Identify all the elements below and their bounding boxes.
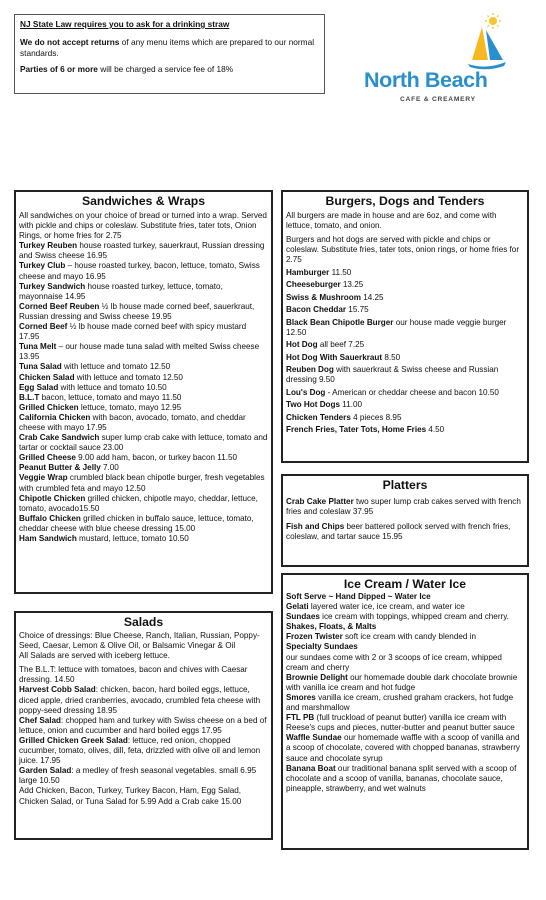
logo-name: North Beach xyxy=(364,68,488,92)
menu-item-name: Buffalo Chicken xyxy=(19,513,81,523)
menu-item-desc: with bacon, avocado, tomato, and cheddar cheese with mayo 17.95 xyxy=(19,412,246,432)
menu-item xyxy=(19,373,268,383)
notice-box xyxy=(14,14,325,94)
menu-item xyxy=(19,665,268,685)
menu-item-name: Garden Salad xyxy=(19,766,72,776)
menu-item xyxy=(19,716,268,736)
menu-item-name: Crab Cake Sandwich xyxy=(19,433,100,443)
menu-item xyxy=(286,305,524,315)
platters-list xyxy=(286,497,524,542)
menu-item-name: Turkey Club xyxy=(19,261,66,271)
menu-item-desc: : a medley of fresh seasonal vegetables. small 6.95 large 10.50 xyxy=(19,766,257,786)
menu-item xyxy=(286,592,524,602)
menu-item-desc: with sauerkraut & Swiss cheese and Russian dressing 9.50 xyxy=(286,365,499,385)
menu-item xyxy=(286,642,524,652)
menu-item-desc: super lump crab cake with lettuce, tomato and tartar or cocktail sauce 23.00 xyxy=(19,433,268,453)
menu-item-name: Tuna Melt xyxy=(19,342,57,352)
menu-item-desc: all beef 7.25 xyxy=(317,340,365,350)
menu-item-desc: 13.25 xyxy=(340,280,364,290)
menu-item xyxy=(286,340,524,350)
menu-item-name: Harvest Cobb Salad xyxy=(19,685,96,695)
menu-item-desc: crumbled black bean chipotle burger, fresh vegetables with crumbled feta and mayo 12.50 xyxy=(19,473,265,493)
menu-item xyxy=(286,413,524,423)
burgers-intro-1: All burgers are made in house and are 6oz, and come with lettuce, tomato, and onion. xyxy=(286,211,497,231)
menu-item-name: Chef Salad xyxy=(19,715,61,725)
menu-item-name: French Fries, Tater Tots, Home Fries xyxy=(286,425,427,435)
menu-item-desc: 9.00 add ham, bacon, or turkey bacon 11.50 xyxy=(75,453,238,463)
menu-item-desc: Add Chicken, Bacon, Turkey, Turkey Bacon, Ham, Egg Salad, Chicken Salad, or Tuna Salad for 5.99 Add a Crab cake 15.00 xyxy=(19,786,242,806)
menu-item-name: Lou's Dog xyxy=(286,387,326,397)
menu-item-desc: 4.50 xyxy=(426,425,445,435)
menu-item-desc: vanilla ice cream, crushed graham crackers, hot fudge and marshmallow xyxy=(286,692,514,713)
menu-item xyxy=(286,425,524,435)
burgers-list xyxy=(286,268,524,436)
menu-item xyxy=(19,453,268,463)
menu-item-desc: ½ lb house made corned beef with spicy mustard 17.95 xyxy=(19,322,247,342)
menu-item xyxy=(286,400,524,410)
menu-item xyxy=(286,612,524,622)
menu-item-desc: lettuce, tomato, mayo 12.95 xyxy=(78,402,182,412)
menu-item-desc: with lettuce and tomato 10.50 xyxy=(58,382,167,392)
menu-item-name: Two Hot Dogs xyxy=(286,400,341,410)
menu-item-desc: grilled chicken, chipotle mayo, cheddar, lettuce, tomato, avocado15.50 xyxy=(19,493,258,513)
salads-dressings: Choice of dressings: Blue Cheese, Ranch, Italian, Russian, Poppy-Seed, Caesar, Lemon & Olive Oil, or Balsamic Vinegar & Oil xyxy=(19,631,260,651)
salads-iceberg: All Salads are served with iceberg lettuce. xyxy=(19,651,170,661)
menu-item-name: Crab Cake Platter xyxy=(286,497,354,506)
menu-item xyxy=(19,413,268,433)
menu-item xyxy=(19,766,268,786)
menu-item xyxy=(286,365,524,385)
menu-item-name: Hot Dog With Sauerkraut xyxy=(286,352,383,362)
menu-item-desc: our homemade double dark chocolate brownie with vanilla ice cream and hot fudge xyxy=(286,672,518,692)
menu-item-name: Turkey Sandwich xyxy=(19,281,86,291)
menu-item xyxy=(286,268,524,278)
menu-item-name: Hamburger xyxy=(286,267,330,277)
menu-item-desc: house roasted turkey, sauerkraut, Russian dressing and Swiss cheese 16.95 xyxy=(19,241,265,261)
menu-item xyxy=(19,786,268,806)
menu-item-name: Tuna Salad xyxy=(19,362,62,372)
menu-item xyxy=(19,473,268,493)
menu-item-desc: ice cream with toppings, whipped cream and cherry. xyxy=(319,612,509,622)
menu-item-name: Turkey Reuben xyxy=(19,241,78,251)
menu-item-name: Chicken Tenders xyxy=(286,412,351,422)
menu-item-name: Waffle Sundae xyxy=(286,733,342,743)
burgers-intro-2: Burgers and hot dogs are served with pickle and chips or coleslaw. Substitute fries, tater tots, onion rings, or home fries for 2.75 xyxy=(286,235,520,265)
menu-item-desc: ½ lb house made corned beef, sauerkraut, Russian dressing and Swiss cheese 19.95 xyxy=(19,301,255,321)
menu-item-name: Grilled Chicken xyxy=(19,402,79,412)
menu-item-name: Reuben Dog xyxy=(286,365,334,375)
returns-notice: We do not accept returns of any menu items which are prepared to our normal standards. xyxy=(20,37,315,58)
menu-item-name: Smores xyxy=(286,692,316,702)
menu-item-desc: layered water ice, ice cream, and water ice xyxy=(308,602,465,612)
sandwiches-section xyxy=(14,190,273,594)
menu-item-name: Corned Beef Reuben xyxy=(19,301,100,311)
menu-item xyxy=(19,403,268,413)
menu-item-desc: (full truckload of peanut butter) vanilla ice cream with Reese's cups and pieces, nutter-butter and peanut butter sauce xyxy=(286,713,515,733)
menu-item-name: Banana Boat xyxy=(286,763,336,773)
menu-item-desc: with lettuce and tomato 12.50 xyxy=(61,362,171,372)
menu-item xyxy=(286,713,524,733)
menu-item xyxy=(286,293,524,303)
menu-item-name: Swiss & Mushroom xyxy=(286,292,361,302)
menu-item xyxy=(286,733,524,763)
burgers-section xyxy=(281,190,529,463)
menu-item-name: Soft Serve ~ Hand Dipped ~ Water Ice xyxy=(286,592,431,601)
menu-item xyxy=(19,393,268,403)
menu-item xyxy=(19,302,268,322)
menu-item-desc: mustard, lettuce, tomato 10.50 xyxy=(76,534,189,543)
menu-item xyxy=(286,497,524,517)
menu-item-name: California Chicken xyxy=(19,412,91,422)
menu-item-desc: our homemade waffle with a scoop of vanilla and a scoop of chocolate, covered with chopped bananas, strawberry sauce and chocolate syrup xyxy=(286,733,520,763)
menu-item-desc: our traditional banana split served with a scoop of chocolate and a scoop of vanilla, bananas, chocolate sauce, pineapple, strawberry, and wet walnuts xyxy=(286,763,517,793)
menu-item-name: FTL PB xyxy=(286,713,315,723)
menu-item xyxy=(286,673,524,693)
menu-item-desc: 15.75 xyxy=(346,305,369,315)
menu-item xyxy=(19,433,268,453)
menu-item-name: Sundaes xyxy=(286,612,320,622)
menu-item-desc: 11.00 xyxy=(340,400,363,410)
menu-item xyxy=(19,282,268,302)
menu-item xyxy=(19,685,268,715)
platters-section xyxy=(281,474,529,567)
service-fee-notice: Parties of 6 or more will be charged a service fee of 18% xyxy=(20,64,234,75)
menu-item xyxy=(286,693,524,713)
menu-item-desc: 8.50 xyxy=(382,352,401,362)
menu-item xyxy=(286,353,524,363)
sun-icon xyxy=(485,13,501,29)
menu-item-desc: – our house made tuna salad with melted Swiss cheese 13.95 xyxy=(19,342,260,362)
menu-item xyxy=(286,622,524,632)
menu-item xyxy=(286,318,524,338)
menu-item-desc: house roasted turkey, lettuce, tomato, mayonnaise 14.95 xyxy=(19,281,223,301)
menu-item xyxy=(19,261,268,281)
menu-item-desc: 4 pieces 8.95 xyxy=(350,412,402,422)
menu-item-name: Frozen Twister xyxy=(286,632,343,642)
menu-item xyxy=(19,514,268,534)
salads-title: Salads xyxy=(123,615,164,629)
salads-list xyxy=(19,665,268,806)
menu-item-name: B.L.T xyxy=(19,392,40,402)
menu-item xyxy=(286,632,524,642)
menu-item xyxy=(286,764,524,794)
menu-item-name: Specialty Sundaes xyxy=(286,642,358,652)
menu-item-desc: 7.00 xyxy=(100,463,119,473)
menu-item xyxy=(19,383,268,393)
menu-item-name: Black Bean Chipotle Burger xyxy=(286,317,394,327)
sailboat-logo-icon xyxy=(360,12,520,72)
menu-item xyxy=(19,322,268,342)
menu-item-name: Shakes, Floats, & Malts xyxy=(286,622,377,632)
menu-item xyxy=(19,494,268,514)
menu-item-name: Egg Salad xyxy=(19,382,59,392)
menu-item-desc: - American or cheddar cheese and bacon 10.50 xyxy=(325,387,499,397)
sandwiches-title: Sandwiches & Wraps xyxy=(81,194,206,208)
icecream-title: Ice Cream / Water Ice xyxy=(343,577,467,591)
menu-item xyxy=(286,280,524,290)
menu-item-desc: soft ice cream with candy blended in xyxy=(342,632,476,642)
icecream-section xyxy=(281,573,529,850)
sandwiches-intro: All sandwiches on your choice of bread or turned into a wrap. Served with pickle and chips or coleslaw. Substitute fries, tater tots, Onion Rings, or home fries for 2.75 xyxy=(19,211,267,241)
icecream-list xyxy=(286,592,524,794)
menu-item xyxy=(19,736,268,766)
menu-item-desc: : chicken, bacon, hard boiled eggs, lettuce, diced apple, dried cranberries, avocado, crumbled feta cheese with poppy-seed dressing 18.95 xyxy=(19,685,261,715)
menu-item-desc: with lettuce and tomato 12.50 xyxy=(74,372,183,382)
menu-item-desc: – house roasted turkey, bacon, lettuce, tomato, Swiss cheese and mayo 16.95 xyxy=(19,261,260,281)
straw-notice: NJ State Law requires you to ask for a drinking straw xyxy=(20,19,230,29)
menu-item-name: Chicken Salad xyxy=(19,372,75,382)
menu-item xyxy=(286,388,524,398)
sandwiches-list xyxy=(19,241,268,544)
menu-item-desc: our sundaes come with 2 or 3 scoops of ice cream, whipped cream and cherry xyxy=(286,652,502,672)
menu-item-name: Peanut Butter & Jelly xyxy=(19,463,101,473)
menu-item-desc: bacon, lettuce, tomato and mayo 11.50 xyxy=(39,392,182,402)
salads-section xyxy=(14,611,273,840)
menu-item xyxy=(286,653,524,673)
platters-title: Platters xyxy=(382,478,428,492)
menu-item-name: Grilled Cheese xyxy=(19,453,76,463)
menu-item xyxy=(19,362,268,372)
menu-item-name: Ham Sandwich xyxy=(19,534,77,543)
menu-item-name: Bacon Cheddar xyxy=(286,305,347,315)
menu-item-desc: our house made veggie burger 12.50 xyxy=(286,317,507,337)
menu-item xyxy=(286,602,524,612)
menu-item-name: Chipotle Chicken xyxy=(19,493,86,503)
menu-item-name: Brownie Delight xyxy=(286,672,348,682)
logo-subtitle: CAFE & CREAMERY xyxy=(400,96,476,103)
menu-item-name: Fish and Chips xyxy=(286,522,345,532)
menu-item-name: Veggie Wrap xyxy=(19,473,68,483)
menu-item-name: Hot Dog xyxy=(286,340,318,350)
menu-item-desc: : lettuce, red onion, chopped cucumber, tomato, olives, dill, feta, drizzled with olive oil and lemon juice. 17.95 xyxy=(19,735,261,766)
menu-item-desc: two super lump crab cakes served with french fries and coleslaw 37.95 xyxy=(286,497,521,517)
menu-item-name: Cheeseburger xyxy=(286,280,341,290)
north-beach-logo xyxy=(360,12,520,110)
menu-item-name: Corned Beef xyxy=(19,322,68,332)
menu-item-desc: beer battered pollock served with french fries, coleslaw, and tartar sauce 15.95 xyxy=(286,522,511,542)
menu-item-desc: grilled chicken in buffalo sauce, lettuce, tomato, cheddar cheese with blue cheese dressing 15.00 xyxy=(19,513,254,533)
menu-item-name: Grilled Chicken Greek Salad xyxy=(19,735,128,745)
menu-item-desc: 11.50 xyxy=(329,267,352,277)
menu-item xyxy=(19,241,268,261)
menu-item xyxy=(19,534,268,544)
menu-item xyxy=(19,463,268,473)
burgers-title: Burgers, Dogs and Tenders xyxy=(325,194,485,208)
menu-item-desc: : chopped ham and turkey with Swiss cheese on a bed of lettuce, onion and cucumber and hard boiled eggs 17.95 xyxy=(19,715,267,735)
menu-item-desc: 14.25 xyxy=(360,292,384,302)
menu-item xyxy=(19,342,268,362)
menu-item-desc: The B.L.T: lettuce with tomatoes, bacon and chives with Caesar dressing. 14.50 xyxy=(19,665,248,685)
menu-item-name: Gelati xyxy=(286,602,309,612)
menu-item xyxy=(286,522,524,542)
